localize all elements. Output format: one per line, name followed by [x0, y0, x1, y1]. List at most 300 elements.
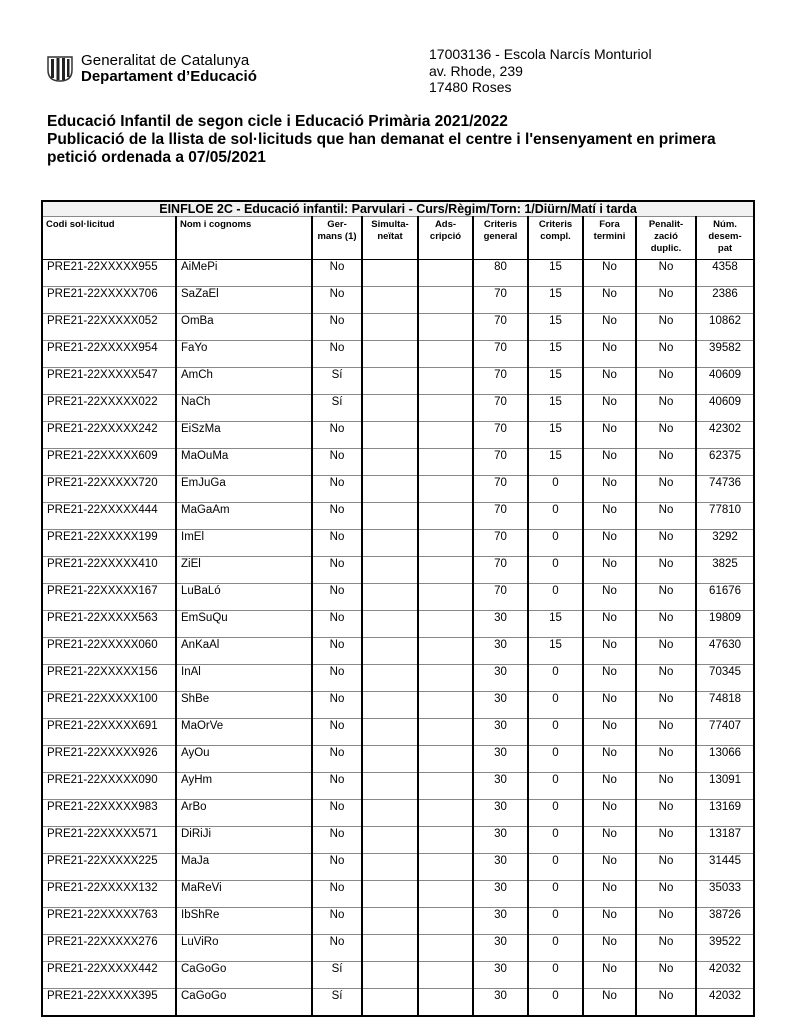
cell-adscripcio	[418, 476, 473, 503]
title-line-3: petició ordenada a 07/05/2021	[47, 149, 266, 166]
cell-penalitzacio: No	[636, 557, 696, 584]
cell-fora-termini: No	[583, 908, 636, 935]
cell-codi: PRE21-22XXXXX955	[42, 260, 176, 287]
cell-germans: No	[312, 530, 362, 557]
cell-simultaneitat	[362, 503, 418, 530]
cell-adscripcio	[418, 935, 473, 962]
cell-simultaneitat	[362, 773, 418, 800]
cell-penalitzacio: No	[636, 665, 696, 692]
column-header-adscripcio: Ads- cripció	[418, 217, 473, 260]
cell-criteris-compl: 0	[528, 854, 583, 881]
cell-fora-termini: No	[583, 476, 636, 503]
cell-criteris-compl: 15	[528, 314, 583, 341]
cell-penalitzacio: No	[636, 287, 696, 314]
cell-fora-termini: No	[583, 341, 636, 368]
cell-criteris-compl: 0	[528, 962, 583, 989]
cell-adscripcio	[418, 854, 473, 881]
cell-germans: No	[312, 908, 362, 935]
cell-criteris-general: 70	[473, 476, 528, 503]
cell-germans: No	[312, 935, 362, 962]
cell-num-desempat: 35033	[696, 881, 754, 908]
cell-num-desempat: 39582	[696, 341, 754, 368]
document-title	[47, 113, 767, 167]
cell-codi: PRE21-22XXXXX926	[42, 746, 176, 773]
cell-criteris-general: 30	[473, 881, 528, 908]
cell-penalitzacio: No	[636, 719, 696, 746]
cell-num-desempat: 42302	[696, 422, 754, 449]
cell-adscripcio	[418, 989, 473, 1017]
cell-penalitzacio: No	[636, 422, 696, 449]
table-row	[42, 476, 754, 503]
cell-nom: AiMePi	[176, 260, 312, 287]
cell-criteris-general: 30	[473, 611, 528, 638]
cell-simultaneitat	[362, 422, 418, 449]
cell-codi: PRE21-22XXXXX225	[42, 854, 176, 881]
cell-fora-termini: No	[583, 584, 636, 611]
cell-nom: NaCh	[176, 395, 312, 422]
cell-num-desempat: 13066	[696, 746, 754, 773]
cell-fora-termini: No	[583, 395, 636, 422]
cell-fora-termini: No	[583, 422, 636, 449]
cell-criteris-general: 70	[473, 422, 528, 449]
cell-num-desempat: 40609	[696, 368, 754, 395]
cell-codi: PRE21-22XXXXX706	[42, 287, 176, 314]
cell-simultaneitat	[362, 449, 418, 476]
org-name: Generalitat de Catalunya	[81, 52, 250, 69]
cell-germans: No	[312, 314, 362, 341]
cell-nom: AyHm	[176, 773, 312, 800]
table-row	[42, 503, 754, 530]
cell-simultaneitat	[362, 530, 418, 557]
cell-criteris-general: 70	[473, 584, 528, 611]
cell-criteris-compl: 0	[528, 557, 583, 584]
cell-nom: MaJa	[176, 854, 312, 881]
cell-nom: AyOu	[176, 746, 312, 773]
cell-adscripcio	[418, 692, 473, 719]
cell-criteris-compl: 0	[528, 584, 583, 611]
cell-simultaneitat	[362, 638, 418, 665]
cell-simultaneitat	[362, 584, 418, 611]
cell-simultaneitat	[362, 368, 418, 395]
table-row	[42, 611, 754, 638]
cell-penalitzacio: No	[636, 476, 696, 503]
cell-criteris-general: 70	[473, 449, 528, 476]
table-row	[42, 665, 754, 692]
cell-simultaneitat	[362, 881, 418, 908]
cell-criteris-compl: 15	[528, 287, 583, 314]
cell-simultaneitat	[362, 557, 418, 584]
table-row	[42, 962, 754, 989]
cell-germans: No	[312, 557, 362, 584]
cell-num-desempat: 74818	[696, 692, 754, 719]
cell-adscripcio	[418, 368, 473, 395]
table-row	[42, 989, 754, 1017]
cell-criteris-compl: 0	[528, 665, 583, 692]
cell-nom: SaZaEl	[176, 287, 312, 314]
school-street: av. Rhode, 239	[429, 62, 523, 79]
cell-codi: PRE21-22XXXXX444	[42, 503, 176, 530]
cell-codi: PRE21-22XXXXX442	[42, 962, 176, 989]
cell-codi: PRE21-22XXXXX395	[42, 989, 176, 1017]
cell-adscripcio	[418, 773, 473, 800]
cell-criteris-general: 70	[473, 395, 528, 422]
cell-codi: PRE21-22XXXXX060	[42, 638, 176, 665]
cell-penalitzacio: No	[636, 908, 696, 935]
cell-criteris-compl: 15	[528, 422, 583, 449]
cell-simultaneitat	[362, 854, 418, 881]
cell-germans: No	[312, 341, 362, 368]
cell-num-desempat: 77810	[696, 503, 754, 530]
cell-germans: No	[312, 746, 362, 773]
cell-num-desempat: 42032	[696, 989, 754, 1017]
cell-codi: PRE21-22XXXXX276	[42, 935, 176, 962]
cell-nom: MaOrVe	[176, 719, 312, 746]
cell-codi: PRE21-22XXXXX022	[42, 395, 176, 422]
cell-criteris-compl: 0	[528, 746, 583, 773]
cell-fora-termini: No	[583, 449, 636, 476]
cell-simultaneitat	[362, 908, 418, 935]
cell-criteris-general: 30	[473, 989, 528, 1017]
table-row	[42, 719, 754, 746]
cell-penalitzacio: No	[636, 368, 696, 395]
cell-num-desempat: 62375	[696, 449, 754, 476]
cell-germans: No	[312, 719, 362, 746]
cell-germans: No	[312, 854, 362, 881]
cell-criteris-general: 70	[473, 314, 528, 341]
table-row	[42, 692, 754, 719]
table-row	[42, 908, 754, 935]
cell-penalitzacio: No	[636, 314, 696, 341]
cell-criteris-general: 30	[473, 638, 528, 665]
table-row	[42, 935, 754, 962]
cell-criteris-compl: 15	[528, 341, 583, 368]
cell-criteris-compl: 0	[528, 530, 583, 557]
school-city: 17480 Roses	[429, 79, 512, 95]
cell-fora-termini: No	[583, 368, 636, 395]
cell-fora-termini: No	[583, 719, 636, 746]
cell-adscripcio	[418, 503, 473, 530]
cell-num-desempat: 13169	[696, 800, 754, 827]
cell-germans: Sí	[312, 368, 362, 395]
table-row	[42, 395, 754, 422]
cell-penalitzacio: No	[636, 881, 696, 908]
cell-criteris-compl: 0	[528, 935, 583, 962]
cell-nom: EmSuQu	[176, 611, 312, 638]
cell-penalitzacio: No	[636, 503, 696, 530]
generalitat-logo	[47, 53, 257, 85]
cell-criteris-general: 30	[473, 908, 528, 935]
column-header-simultaneitat: Simulta- neïtat	[362, 217, 418, 260]
cell-fora-termini: No	[583, 638, 636, 665]
cell-num-desempat: 2386	[696, 287, 754, 314]
cell-adscripcio	[418, 638, 473, 665]
cell-codi: PRE21-22XXXXX691	[42, 719, 176, 746]
cell-criteris-general: 30	[473, 935, 528, 962]
cell-num-desempat: 39522	[696, 935, 754, 962]
column-header-criteris-general: Criteris general	[473, 217, 528, 260]
cell-nom: MaGaAm	[176, 503, 312, 530]
cell-criteris-compl: 0	[528, 800, 583, 827]
cell-germans: No	[312, 260, 362, 287]
cell-fora-termini: No	[583, 746, 636, 773]
cell-fora-termini: No	[583, 989, 636, 1017]
cell-num-desempat: 19809	[696, 611, 754, 638]
cell-germans: No	[312, 287, 362, 314]
cell-fora-termini: No	[583, 692, 636, 719]
cell-adscripcio	[418, 881, 473, 908]
cell-adscripcio	[418, 827, 473, 854]
cell-criteris-general: 30	[473, 854, 528, 881]
cell-penalitzacio: No	[636, 611, 696, 638]
cell-adscripcio	[418, 395, 473, 422]
table-row	[42, 800, 754, 827]
cell-fora-termini: No	[583, 611, 636, 638]
cell-codi: PRE21-22XXXXX410	[42, 557, 176, 584]
column-header-num-desempat: Núm. desem- pat	[696, 217, 754, 260]
cell-criteris-general: 70	[473, 557, 528, 584]
cell-penalitzacio: No	[636, 395, 696, 422]
cell-num-desempat: 70345	[696, 665, 754, 692]
cell-criteris-compl: 15	[528, 395, 583, 422]
cell-adscripcio	[418, 908, 473, 935]
cell-germans: No	[312, 584, 362, 611]
cell-codi: PRE21-22XXXXX156	[42, 665, 176, 692]
table-row	[42, 746, 754, 773]
cell-criteris-general: 70	[473, 341, 528, 368]
cell-num-desempat: 77407	[696, 719, 754, 746]
column-header-penalitzacio: Penalit- zació duplic.	[636, 217, 696, 260]
cell-penalitzacio: No	[636, 584, 696, 611]
cell-num-desempat: 13187	[696, 827, 754, 854]
cell-codi: PRE21-22XXXXX763	[42, 908, 176, 935]
column-header-criteris-compl: Criteris compl.	[528, 217, 583, 260]
cell-simultaneitat	[362, 260, 418, 287]
cell-criteris-general: 30	[473, 800, 528, 827]
cell-criteris-compl: 0	[528, 989, 583, 1017]
cell-simultaneitat	[362, 665, 418, 692]
cell-criteris-general: 70	[473, 503, 528, 530]
cell-criteris-general: 30	[473, 746, 528, 773]
cell-codi: PRE21-22XXXXX571	[42, 827, 176, 854]
cell-germans: No	[312, 827, 362, 854]
cell-adscripcio	[418, 557, 473, 584]
cell-num-desempat: 40609	[696, 395, 754, 422]
cell-num-desempat: 38726	[696, 908, 754, 935]
cell-simultaneitat	[362, 341, 418, 368]
cell-adscripcio	[418, 530, 473, 557]
cell-nom: ImEl	[176, 530, 312, 557]
cell-simultaneitat	[362, 962, 418, 989]
table-body	[42, 260, 754, 1017]
cell-germans: No	[312, 692, 362, 719]
cell-nom: FaYo	[176, 341, 312, 368]
cell-germans: No	[312, 665, 362, 692]
cell-codi: PRE21-22XXXXX052	[42, 314, 176, 341]
cell-germans: No	[312, 611, 362, 638]
column-header-codi: Codi sol·licitud	[42, 217, 176, 260]
cell-criteris-compl: 0	[528, 773, 583, 800]
cell-criteris-general: 30	[473, 962, 528, 989]
table-row	[42, 422, 754, 449]
cell-penalitzacio: No	[636, 530, 696, 557]
cell-criteris-compl: 15	[528, 611, 583, 638]
cell-germans: No	[312, 449, 362, 476]
cell-simultaneitat	[362, 395, 418, 422]
cell-penalitzacio: No	[636, 962, 696, 989]
cell-penalitzacio: No	[636, 449, 696, 476]
cell-criteris-general: 30	[473, 719, 528, 746]
cell-nom: ZiEl	[176, 557, 312, 584]
table-row	[42, 314, 754, 341]
cell-criteris-general: 70	[473, 530, 528, 557]
cell-penalitzacio: No	[636, 638, 696, 665]
cell-criteris-general: 70	[473, 287, 528, 314]
cell-criteris-compl: 15	[528, 638, 583, 665]
cell-codi: PRE21-22XXXXX132	[42, 881, 176, 908]
column-header-fora-termini: Fora termini	[583, 217, 636, 260]
cell-simultaneitat	[362, 800, 418, 827]
cell-germans: No	[312, 422, 362, 449]
cell-nom: MaReVi	[176, 881, 312, 908]
cell-adscripcio	[418, 584, 473, 611]
cell-penalitzacio: No	[636, 989, 696, 1017]
cell-num-desempat: 61676	[696, 584, 754, 611]
cell-simultaneitat	[362, 719, 418, 746]
cell-num-desempat: 3825	[696, 557, 754, 584]
cell-nom: OmBa	[176, 314, 312, 341]
cell-fora-termini: No	[583, 773, 636, 800]
cell-adscripcio	[418, 341, 473, 368]
cell-criteris-compl: 15	[528, 368, 583, 395]
cell-adscripcio	[418, 260, 473, 287]
cell-num-desempat: 4358	[696, 260, 754, 287]
cell-penalitzacio: No	[636, 854, 696, 881]
cell-germans: No	[312, 881, 362, 908]
cell-codi: PRE21-22XXXXX100	[42, 692, 176, 719]
cell-criteris-general: 30	[473, 773, 528, 800]
cell-fora-termini: No	[583, 935, 636, 962]
cell-num-desempat: 13091	[696, 773, 754, 800]
cell-num-desempat: 3292	[696, 530, 754, 557]
cell-nom: AnKaAl	[176, 638, 312, 665]
table-row	[42, 854, 754, 881]
cell-penalitzacio: No	[636, 260, 696, 287]
cell-simultaneitat	[362, 692, 418, 719]
cell-fora-termini: No	[583, 260, 636, 287]
table-group-header: EINFLOE 2C - Educació infantil: Parvulari - Curs/Règim/Torn: 1/Diürn/Matí i tarda	[42, 201, 754, 217]
cell-simultaneitat	[362, 287, 418, 314]
cell-simultaneitat	[362, 989, 418, 1017]
school-address	[429, 46, 652, 96]
table-row	[42, 260, 754, 287]
column-header-germans: Ger- mans (1)	[312, 217, 362, 260]
cell-fora-termini: No	[583, 314, 636, 341]
cell-codi: PRE21-22XXXXX954	[42, 341, 176, 368]
cell-penalitzacio: No	[636, 746, 696, 773]
cell-fora-termini: No	[583, 530, 636, 557]
table-row	[42, 557, 754, 584]
cell-num-desempat: 31445	[696, 854, 754, 881]
cell-simultaneitat	[362, 827, 418, 854]
cell-simultaneitat	[362, 314, 418, 341]
cell-nom: AmCh	[176, 368, 312, 395]
school-code-name: 17003136 - Escola Narcís Monturiol	[429, 46, 652, 62]
cell-num-desempat: 47630	[696, 638, 754, 665]
cell-penalitzacio: No	[636, 692, 696, 719]
table-row	[42, 341, 754, 368]
cell-adscripcio	[418, 449, 473, 476]
cell-simultaneitat	[362, 476, 418, 503]
cell-fora-termini: No	[583, 800, 636, 827]
cell-criteris-compl: 0	[528, 692, 583, 719]
table-row	[42, 827, 754, 854]
cell-criteris-compl: 0	[528, 476, 583, 503]
table-row	[42, 881, 754, 908]
cell-criteris-compl: 0	[528, 719, 583, 746]
cell-fora-termini: No	[583, 665, 636, 692]
table-row	[42, 584, 754, 611]
cell-codi: PRE21-22XXXXX609	[42, 449, 176, 476]
cell-germans: No	[312, 638, 362, 665]
cell-adscripcio	[418, 611, 473, 638]
column-header-nom: Nom i cognoms	[176, 217, 312, 260]
cell-penalitzacio: No	[636, 800, 696, 827]
cell-codi: PRE21-22XXXXX199	[42, 530, 176, 557]
cell-nom: InAl	[176, 665, 312, 692]
cell-num-desempat: 42032	[696, 962, 754, 989]
cell-nom: DiRiJi	[176, 827, 312, 854]
cell-num-desempat: 74736	[696, 476, 754, 503]
cell-adscripcio	[418, 719, 473, 746]
cell-nom: CaGoGo	[176, 989, 312, 1017]
cell-fora-termini: No	[583, 854, 636, 881]
cell-germans: No	[312, 503, 362, 530]
cell-penalitzacio: No	[636, 935, 696, 962]
cell-nom: MaOuMa	[176, 449, 312, 476]
cell-fora-termini: No	[583, 962, 636, 989]
cell-simultaneitat	[362, 746, 418, 773]
cell-codi: PRE21-22XXXXX720	[42, 476, 176, 503]
cell-criteris-general: 30	[473, 827, 528, 854]
cell-criteris-general: 70	[473, 368, 528, 395]
cell-adscripcio	[418, 962, 473, 989]
cell-fora-termini: No	[583, 557, 636, 584]
cell-germans: No	[312, 800, 362, 827]
cell-codi: PRE21-22XXXXX563	[42, 611, 176, 638]
cell-germans: No	[312, 773, 362, 800]
cell-num-desempat: 10862	[696, 314, 754, 341]
cell-nom: LuViRo	[176, 935, 312, 962]
table-row	[42, 287, 754, 314]
cell-criteris-general: 30	[473, 692, 528, 719]
cell-penalitzacio: No	[636, 773, 696, 800]
cell-fora-termini: No	[583, 503, 636, 530]
cell-nom: EiSzMa	[176, 422, 312, 449]
cell-adscripcio	[418, 287, 473, 314]
cell-criteris-compl: 0	[528, 881, 583, 908]
cell-nom: ShBe	[176, 692, 312, 719]
cell-codi: PRE21-22XXXXX167	[42, 584, 176, 611]
table-row	[42, 773, 754, 800]
title-line-2: Publicació de la llista de sol·licituds que han demanat el centre i l'ensenyament en primera	[47, 131, 716, 148]
department-name: Departament d’Educació	[81, 68, 257, 85]
cell-codi: PRE21-22XXXXX242	[42, 422, 176, 449]
cell-penalitzacio: No	[636, 827, 696, 854]
cell-codi: PRE21-22XXXXX090	[42, 773, 176, 800]
applications-table	[41, 200, 753, 1017]
column-header-row	[42, 217, 754, 260]
cell-penalitzacio: No	[636, 341, 696, 368]
